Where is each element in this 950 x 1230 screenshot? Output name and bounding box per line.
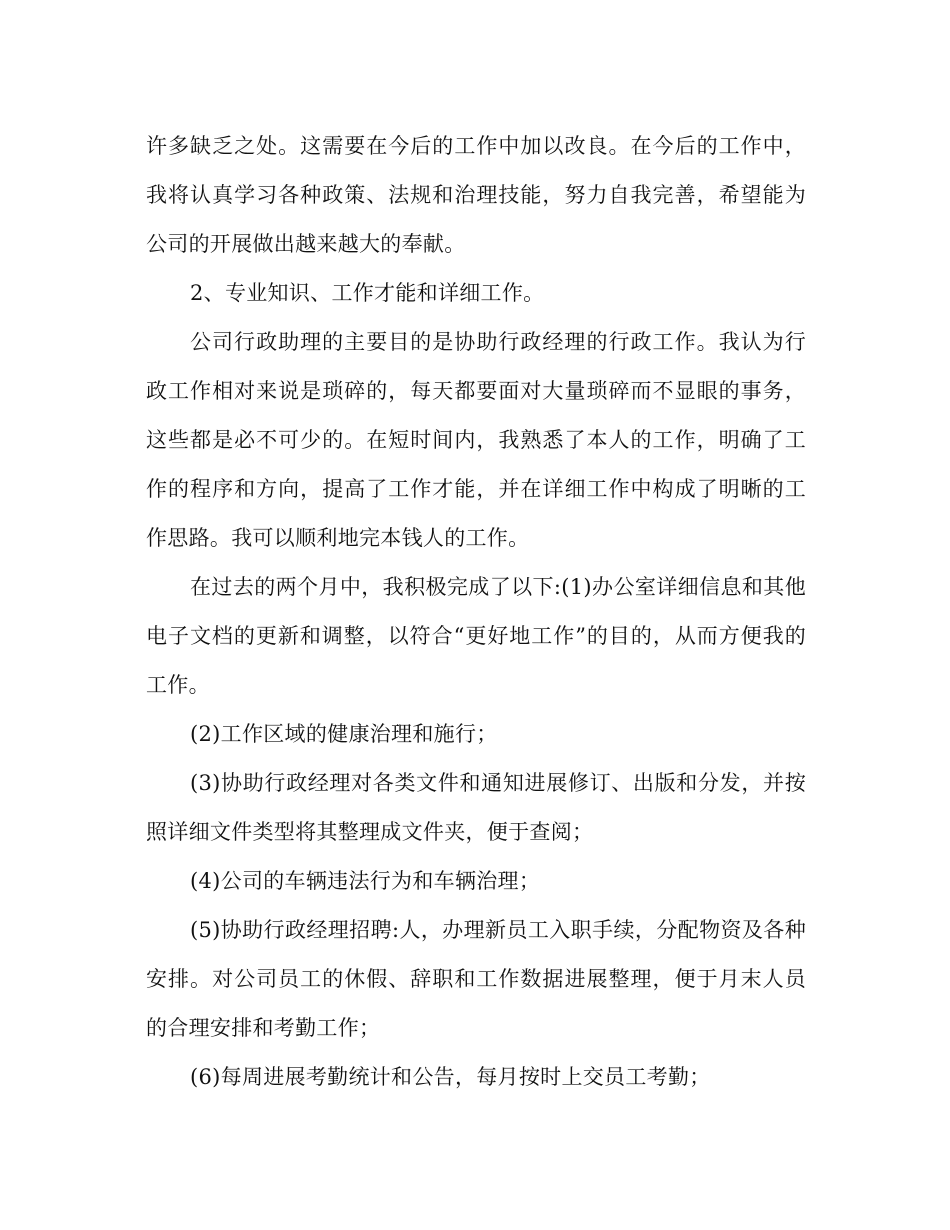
list-item-4: (4)公司的车辆违法行为和车辆治理； <box>190 869 541 893</box>
list-item-3: (3)协助行政经理对各类文件和通知进展修订、出版和分发，并按照详细文件类型将其整理成文件夹，便于查阅； <box>146 771 806 844</box>
paragraph-4: 在过去的两个月中，我积极完成了以下:(1)办公室详细信息和其他电子文档的更新和调整，以符合“更好地工作”的目的，从而方便我的工作。 <box>146 575 806 697</box>
document-body <box>146 122 806 1102</box>
paragraph-3: 公司行政助理的主要目的是协助行政经理的行政工作。我认为行政工作相对来说是琐碎的，每天都要面对大量琐碎而不显眼的事务，这些都是必不可少的。在短时间内，我熟悉了本人的工作，明确了工作的程序和方向，提高了工作才能，并在详细工作中构成了明晰的工作思路。我可以顺利地完本钱人的工作。 <box>146 330 806 550</box>
list-item-6: (6)每周进展考勤统计和公告，每月按时上交员工考勤； <box>190 1065 711 1089</box>
list-item-5: (5)协助行政经理招聘:人，办理新员工入职手续，分配物资及各种安排。对公司员工的休假、辞职和工作数据进展整理，便于月末人员的合理安排和考勤工作； <box>146 918 806 1040</box>
paragraph-1: 许多缺乏之处。这需要在今后的工作中加以改良。在今后的工作中，我将认真学习各种政策、法规和治理技能，努力自我完善，希望能为公司的开展做出越来越大的奉献。 <box>146 134 806 256</box>
paragraph-2-heading: 2、专业知识、工作才能和详细工作。 <box>190 281 545 305</box>
list-item-2: (2)工作区域的健康治理和施行； <box>190 722 498 746</box>
